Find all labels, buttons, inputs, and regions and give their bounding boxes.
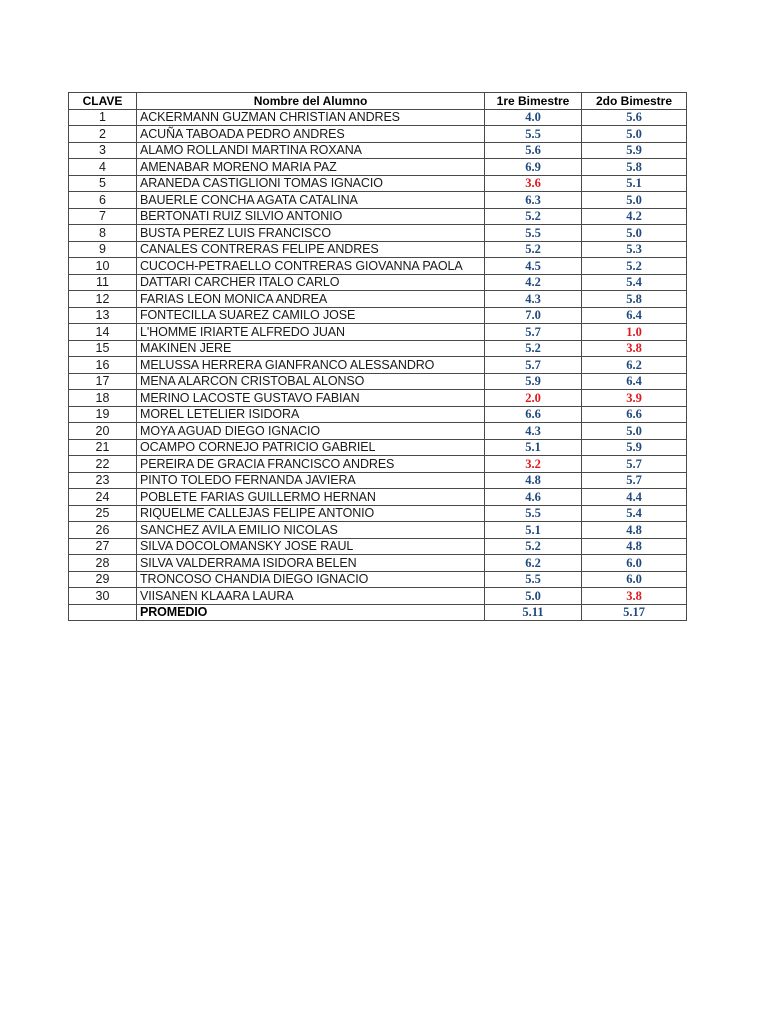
student-name-cell: MOYA AGUAD DIEGO IGNACIO [137, 423, 485, 440]
second-bimester-grade: 4.8 [582, 538, 687, 555]
student-name-cell: ACKERMANN GUZMAN CHRISTIAN ANDRES [137, 109, 485, 126]
first-bimester-grade: 3.2 [485, 456, 582, 473]
header-clave: CLAVE [69, 93, 137, 110]
table-row [69, 225, 687, 242]
table-row [69, 109, 687, 126]
first-bimester-grade: 4.3 [485, 423, 582, 440]
student-name-cell: BUSTA PEREZ LUIS FRANCISCO [137, 225, 485, 242]
table-row [69, 472, 687, 489]
first-bimester-grade: 5.5 [485, 571, 582, 588]
student-name-cell: ACUÑA TABOADA PEDRO ANDRES [137, 126, 485, 143]
first-bimester-grade: 5.1 [485, 522, 582, 539]
table-row [69, 439, 687, 456]
first-bimester-grade: 5.7 [485, 357, 582, 374]
first-bimester-grade: 6.2 [485, 555, 582, 572]
table-row [69, 373, 687, 390]
student-name-cell: SILVA DOCOLOMANSKY JOSE RAUL [137, 538, 485, 555]
clave-cell: 30 [69, 588, 137, 605]
second-bimester-grade: 5.9 [582, 142, 687, 159]
clave-cell: 13 [69, 307, 137, 324]
first-bimester-grade: 5.5 [485, 225, 582, 242]
first-bimester-grade: 4.0 [485, 109, 582, 126]
first-bimester-grade: 4.8 [485, 472, 582, 489]
student-name-cell: PEREIRA DE GRACIA FRANCISCO ANDRES [137, 456, 485, 473]
student-name-cell: SANCHEZ AVILA EMILIO NICOLAS [137, 522, 485, 539]
second-bimester-grade: 5.4 [582, 274, 687, 291]
second-bimester-grade: 5.1 [582, 175, 687, 192]
table-row [69, 571, 687, 588]
average-first-bimester: 5.11 [485, 604, 582, 621]
second-bimester-grade: 6.4 [582, 373, 687, 390]
second-bimester-grade: 3.9 [582, 390, 687, 407]
clave-cell: 9 [69, 241, 137, 258]
table-row [69, 555, 687, 572]
student-name-cell: MERINO LACOSTE GUSTAVO FABIAN [137, 390, 485, 407]
student-name-cell: POBLETE FARIAS GUILLERMO HERNAN [137, 489, 485, 506]
average-clave-cell [69, 604, 137, 621]
student-name-cell: DATTARI CARCHER ITALO CARLO [137, 274, 485, 291]
clave-cell: 20 [69, 423, 137, 440]
second-bimester-grade: 3.8 [582, 340, 687, 357]
first-bimester-grade: 4.3 [485, 291, 582, 308]
student-name-cell: PINTO TOLEDO FERNANDA JAVIERA [137, 472, 485, 489]
clave-cell: 25 [69, 505, 137, 522]
student-name-cell: L'HOMME IRIARTE ALFREDO JUAN [137, 324, 485, 341]
student-name-cell: TRONCOSO CHANDIA DIEGO IGNACIO [137, 571, 485, 588]
first-bimester-grade: 5.2 [485, 538, 582, 555]
clave-cell: 6 [69, 192, 137, 209]
clave-cell: 1 [69, 109, 137, 126]
second-bimester-grade: 5.3 [582, 241, 687, 258]
table-row [69, 423, 687, 440]
clave-cell: 23 [69, 472, 137, 489]
header-row [69, 93, 687, 110]
second-bimester-grade: 5.7 [582, 456, 687, 473]
table-row [69, 390, 687, 407]
second-bimester-grade: 4.4 [582, 489, 687, 506]
clave-cell: 27 [69, 538, 137, 555]
second-bimester-grade: 6.0 [582, 571, 687, 588]
clave-cell: 17 [69, 373, 137, 390]
clave-cell: 5 [69, 175, 137, 192]
table-row [69, 258, 687, 275]
second-bimester-grade: 6.2 [582, 357, 687, 374]
header-first-bimester: 1re Bimestre [485, 93, 582, 110]
clave-cell: 26 [69, 522, 137, 539]
clave-cell: 3 [69, 142, 137, 159]
second-bimester-grade: 4.8 [582, 522, 687, 539]
first-bimester-grade: 7.0 [485, 307, 582, 324]
second-bimester-grade: 5.0 [582, 225, 687, 242]
table-row [69, 588, 687, 605]
student-name-cell: OCAMPO CORNEJO PATRICIO GABRIEL [137, 439, 485, 456]
second-bimester-grade: 5.0 [582, 423, 687, 440]
first-bimester-grade: 5.2 [485, 340, 582, 357]
table-row [69, 522, 687, 539]
clave-cell: 10 [69, 258, 137, 275]
student-name-cell: SILVA VALDERRAMA ISIDORA BELEN [137, 555, 485, 572]
average-second-bimester: 5.17 [582, 604, 687, 621]
clave-cell: 4 [69, 159, 137, 176]
second-bimester-grade: 5.2 [582, 258, 687, 275]
grades-table [68, 92, 687, 621]
second-bimester-grade: 4.2 [582, 208, 687, 225]
first-bimester-grade: 5.5 [485, 126, 582, 143]
student-name-cell: MELUSSA HERRERA GIANFRANCO ALESSANDRO [137, 357, 485, 374]
clave-cell: 19 [69, 406, 137, 423]
table-row [69, 175, 687, 192]
second-bimester-grade: 5.8 [582, 159, 687, 176]
table-row [69, 357, 687, 374]
student-name-cell: MAKINEN JERE [137, 340, 485, 357]
first-bimester-grade: 4.2 [485, 274, 582, 291]
first-bimester-grade: 5.0 [485, 588, 582, 605]
student-name-cell: FONTECILLA SUAREZ CAMILO JOSE [137, 307, 485, 324]
first-bimester-grade: 5.1 [485, 439, 582, 456]
first-bimester-grade: 5.6 [485, 142, 582, 159]
second-bimester-grade: 5.8 [582, 291, 687, 308]
table-row [69, 538, 687, 555]
header-name: Nombre del Alumno [137, 93, 485, 110]
second-bimester-grade: 5.0 [582, 126, 687, 143]
table-row [69, 291, 687, 308]
second-bimester-grade: 6.0 [582, 555, 687, 572]
header-second-bimester: 2do Bimestre [582, 93, 687, 110]
second-bimester-grade: 5.4 [582, 505, 687, 522]
student-name-cell: BERTONATI RUIZ SILVIO ANTONIO [137, 208, 485, 225]
clave-cell: 16 [69, 357, 137, 374]
first-bimester-grade: 6.6 [485, 406, 582, 423]
clave-cell: 2 [69, 126, 137, 143]
table-row [69, 456, 687, 473]
clave-cell: 11 [69, 274, 137, 291]
table-row [69, 324, 687, 341]
student-name-cell: CUCOCH-PETRAELLO CONTRERAS GIOVANNA PAOLA [137, 258, 485, 275]
table-body [69, 109, 687, 604]
first-bimester-grade: 5.2 [485, 241, 582, 258]
student-name-cell: MOREL LETELIER ISIDORA [137, 406, 485, 423]
table-row [69, 489, 687, 506]
table-row [69, 241, 687, 258]
student-name-cell: ARANEDA CASTIGLIONI TOMAS IGNACIO [137, 175, 485, 192]
table-row [69, 406, 687, 423]
second-bimester-grade: 5.9 [582, 439, 687, 456]
clave-cell: 7 [69, 208, 137, 225]
student-name-cell: VIISANEN KLAARA LAURA [137, 588, 485, 605]
average-label: PROMEDIO [137, 604, 485, 621]
first-bimester-grade: 5.7 [485, 324, 582, 341]
table-row [69, 505, 687, 522]
table-header [69, 93, 687, 110]
second-bimester-grade: 6.6 [582, 406, 687, 423]
table-row [69, 208, 687, 225]
first-bimester-grade: 5.9 [485, 373, 582, 390]
second-bimester-grade: 5.7 [582, 472, 687, 489]
clave-cell: 22 [69, 456, 137, 473]
table-row [69, 340, 687, 357]
clave-cell: 8 [69, 225, 137, 242]
average-row [69, 604, 687, 621]
second-bimester-grade: 5.6 [582, 109, 687, 126]
clave-cell: 24 [69, 489, 137, 506]
first-bimester-grade: 6.3 [485, 192, 582, 209]
second-bimester-grade: 5.0 [582, 192, 687, 209]
first-bimester-grade: 5.5 [485, 505, 582, 522]
table-row [69, 307, 687, 324]
table-row [69, 159, 687, 176]
second-bimester-grade: 1.0 [582, 324, 687, 341]
table-row [69, 192, 687, 209]
student-name-cell: RIQUELME CALLEJAS FELIPE ANTONIO [137, 505, 485, 522]
student-name-cell: CANALES CONTRERAS FELIPE ANDRES [137, 241, 485, 258]
table-row [69, 126, 687, 143]
first-bimester-grade: 5.2 [485, 208, 582, 225]
table-row [69, 274, 687, 291]
clave-cell: 28 [69, 555, 137, 572]
second-bimester-grade: 6.4 [582, 307, 687, 324]
student-name-cell: BAUERLE CONCHA AGATA CATALINA [137, 192, 485, 209]
student-name-cell: MENA ALARCON CRISTOBAL ALONSO [137, 373, 485, 390]
clave-cell: 15 [69, 340, 137, 357]
table-row [69, 142, 687, 159]
table-footer [69, 604, 687, 621]
first-bimester-grade: 4.5 [485, 258, 582, 275]
student-name-cell: ALAMO ROLLANDI MARTINA ROXANA [137, 142, 485, 159]
first-bimester-grade: 2.0 [485, 390, 582, 407]
clave-cell: 14 [69, 324, 137, 341]
second-bimester-grade: 3.8 [582, 588, 687, 605]
clave-cell: 21 [69, 439, 137, 456]
clave-cell: 12 [69, 291, 137, 308]
student-name-cell: AMENABAR MORENO MARIA PAZ [137, 159, 485, 176]
clave-cell: 18 [69, 390, 137, 407]
first-bimester-grade: 4.6 [485, 489, 582, 506]
first-bimester-grade: 3.6 [485, 175, 582, 192]
student-name-cell: FARIAS LEON MONICA ANDREA [137, 291, 485, 308]
clave-cell: 29 [69, 571, 137, 588]
first-bimester-grade: 6.9 [485, 159, 582, 176]
